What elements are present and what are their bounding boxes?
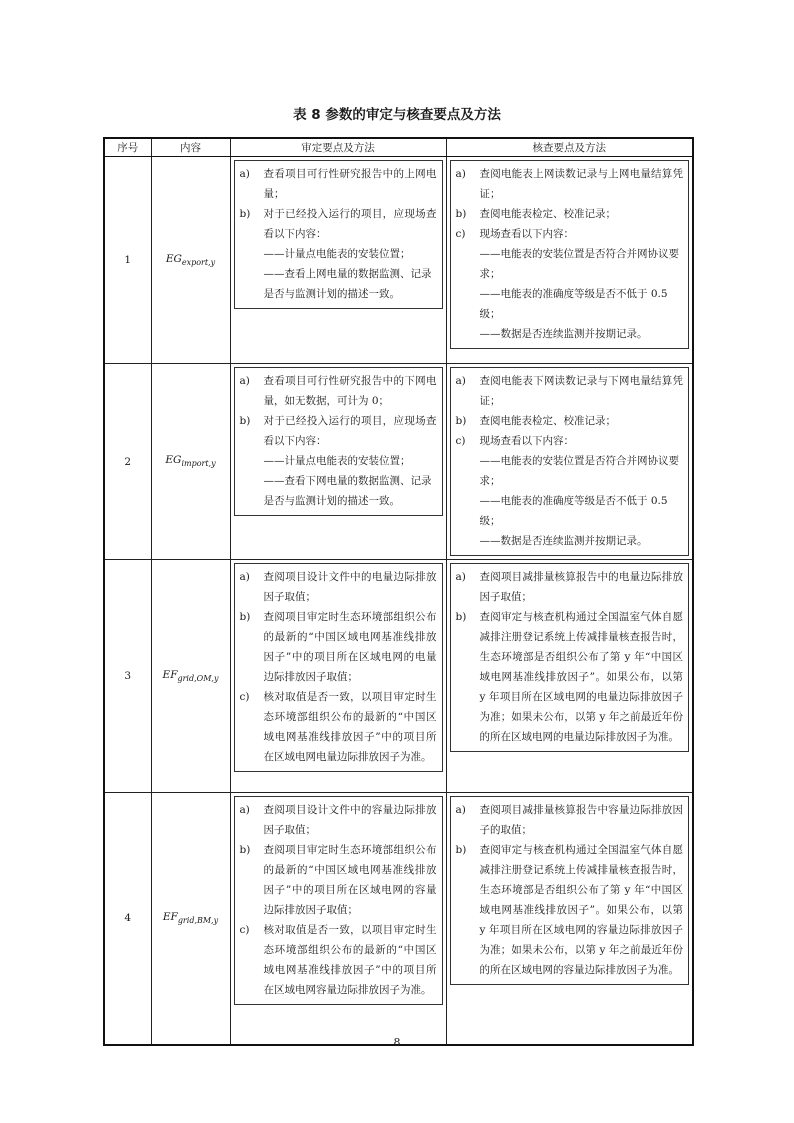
list-subitem: ——电能表的准确度等级是否不低于 0.5 级； xyxy=(479,288,668,320)
list-item xyxy=(240,567,437,607)
item-text: 查看项目可行性研究报告中的上网电量； xyxy=(263,168,437,200)
item-text: 查看项目可行性研究报告中的下网电量，如无数据，可计为 0； xyxy=(263,375,437,407)
symbol-base: EF xyxy=(162,668,178,681)
parameter-symbol xyxy=(151,157,230,364)
list-item xyxy=(240,411,437,451)
verify-list xyxy=(450,563,690,752)
list-item xyxy=(456,164,684,204)
item-label: a) xyxy=(455,571,466,583)
item-text: 核对取值是否一致，以项目审定时生态环境部组织公布的最新的“中国区域电网基准线排放因子”中的项目所在区域电网容量边际排放因子为准。 xyxy=(263,924,437,996)
item-text: 对于已经投入运行的项目，应现场查看以下内容： xyxy=(263,415,437,447)
item-label: b) xyxy=(455,415,467,427)
item-text: 查阅电能表下网读数记录与下网电量结算凭证； xyxy=(479,375,683,407)
item-text: 查阅审定与核查机构通过全国温室气体自愿减排注册登记系统上传减排量核查报告时，生态环境部是否组织公布了第 y 年“中国区域电网基准线排放因子”。如果公布，以第 y 年项目所在区域电网的电量边际排放因子为准；如果未公布，以第 y 年之前最近年份的所在区域电网的电量边际排放因子为准。 xyxy=(479,611,683,743)
verify-cell xyxy=(446,793,693,1045)
row-number: 3 xyxy=(104,560,151,793)
list-subitem: ——数据是否连续监测并按期记录。 xyxy=(479,535,648,547)
audit-cell xyxy=(230,793,446,1045)
item-label: a) xyxy=(455,375,466,387)
symbol-subscript: export,y xyxy=(181,258,216,268)
item-label: a) xyxy=(455,168,466,180)
table-row xyxy=(104,560,693,793)
item-text: 查阅项目审定时生态环境部组织公布的最新的“中国区域电网基准线排放因子”中的项目所在区域电网的容量边际排放因子取值； xyxy=(263,844,437,916)
verify-list xyxy=(450,796,690,985)
symbol-base: EF xyxy=(162,911,178,924)
item-label: b) xyxy=(455,208,467,220)
audit-list xyxy=(234,367,443,516)
item-text: 查阅项目减排量核算报告中容量边际排放因子的取值； xyxy=(479,804,683,836)
header-audit-method: 审定要点及方法 xyxy=(230,138,446,157)
list-subitem: ——电能表的安装位置是否符合并网协议要求； xyxy=(479,455,679,487)
item-label: c) xyxy=(239,924,250,936)
list-item xyxy=(456,224,684,244)
item-text: 查阅项目审定时生态环境部组织公布的最新的“中国区域电网基准线排放因子”中的项目所在区域电网的电量边际排放因子取值； xyxy=(263,611,437,683)
symbol-base: EG xyxy=(165,252,182,265)
list-subitem: ——计量点电能表的安装位置； xyxy=(263,455,411,467)
item-text: 核对取值是否一致，以项目审定时生态环境部组织公布的最新的“中国区域电网基准线排放因子”中的项目所在区域电网电量边际排放因子为准。 xyxy=(263,691,437,763)
list-item xyxy=(240,607,437,687)
header-verify-method: 核查要点及方法 xyxy=(446,138,693,157)
verify-list xyxy=(450,160,690,349)
list-item xyxy=(456,567,684,607)
list-item xyxy=(240,164,437,204)
symbol-subscript: import,y xyxy=(181,459,216,469)
list-item xyxy=(456,204,684,224)
list-item xyxy=(240,204,437,244)
item-text: 查阅电能表检定、校准记录； xyxy=(479,415,616,427)
list-item xyxy=(240,840,437,920)
audit-cell xyxy=(230,157,446,364)
row-number: 4 xyxy=(104,793,151,1045)
list-item xyxy=(456,607,684,747)
item-text: 现场查看以下内容： xyxy=(479,435,574,447)
list-subitem: ——查看下网电量的数据监测、记录是否与监测计划的描述一致。 xyxy=(263,475,432,507)
list-item xyxy=(240,800,437,840)
item-label: c) xyxy=(239,691,250,703)
header-serial: 序号 xyxy=(104,138,151,157)
list-item xyxy=(240,687,437,767)
item-label: a) xyxy=(239,168,250,180)
item-label: b) xyxy=(455,844,467,856)
list-subitem: ——计量点电能表的安装位置； xyxy=(263,248,411,260)
item-text: 查阅审定与核查机构通过全国温室气体自愿减排注册登记系统上传减排量核查报告时，生态环境部是否组织公布了第 y 年“中国区域电网基准线排放因子”。如果公布，以第 y 年项目所在区域电网的容量边际排放因子为准；如果未公布，以第 y 年之前最近年份的所在区域电网的容量边际排放因子为准。 xyxy=(479,844,683,976)
item-label: a) xyxy=(239,571,250,583)
list-subitem: ——电能表的安装位置是否符合并网协议要求； xyxy=(479,248,679,280)
symbol-base: EG xyxy=(165,454,182,467)
audit-list xyxy=(234,563,443,772)
list-subitem: ——数据是否连续监测并按期记录。 xyxy=(479,328,648,340)
audit-cell xyxy=(230,560,446,793)
row-number: 1 xyxy=(104,157,151,364)
audit-list xyxy=(234,160,443,309)
item-label: a) xyxy=(239,375,250,387)
parameter-symbol xyxy=(151,364,230,560)
table-row xyxy=(104,157,693,364)
item-text: 查阅项目设计文件中的容量边际排放因子取值； xyxy=(263,804,437,836)
item-label: a) xyxy=(455,804,466,816)
item-label: a) xyxy=(239,804,250,816)
symbol-subscript: grid,BM,y xyxy=(177,916,219,926)
table-row xyxy=(104,793,693,1045)
list-subitem: ——查看上网电量的数据监测、记录是否与监测计划的描述一致。 xyxy=(263,268,432,300)
parameter-table xyxy=(103,137,694,1046)
item-text: 查阅项目设计文件中的电量边际排放因子取值； xyxy=(263,571,437,603)
list-item xyxy=(456,840,684,980)
verify-cell xyxy=(446,157,693,364)
page-number: 8 xyxy=(393,1036,401,1049)
item-label: c) xyxy=(455,228,466,240)
list-subitem: ——电能表的准确度等级是否不低于 0.5 级； xyxy=(479,495,668,527)
list-item xyxy=(240,920,437,1000)
list-item xyxy=(456,411,684,431)
symbol-subscript: grid,OM,y xyxy=(177,674,219,684)
list-item xyxy=(456,371,684,411)
item-label: b) xyxy=(455,611,467,623)
list-item xyxy=(456,431,684,451)
audit-cell xyxy=(230,364,446,560)
item-label: b) xyxy=(239,415,251,427)
item-text: 查阅电能表上网读数记录与上网电量结算凭证； xyxy=(479,168,683,200)
table-header-row xyxy=(104,138,693,157)
item-label: b) xyxy=(239,208,251,220)
list-item xyxy=(240,371,437,411)
item-label: b) xyxy=(239,611,251,623)
item-text: 查阅项目减排量核算报告中的电量边际排放因子取值； xyxy=(479,571,683,603)
audit-list xyxy=(234,796,443,1005)
parameter-symbol xyxy=(151,560,230,793)
item-label: c) xyxy=(455,435,466,447)
item-text: 现场查看以下内容： xyxy=(479,228,574,240)
list-item xyxy=(456,800,684,840)
item-text: 查阅电能表检定、校准记录； xyxy=(479,208,616,220)
parameter-symbol xyxy=(151,793,230,1045)
table-title: 表 8 参数的审定与核查要点及方法 xyxy=(293,107,501,123)
table-row xyxy=(104,364,693,560)
verify-cell xyxy=(446,364,693,560)
row-number: 2 xyxy=(104,364,151,560)
header-content: 内容 xyxy=(151,138,230,157)
item-label: b) xyxy=(239,844,251,856)
verify-cell xyxy=(446,560,693,793)
item-text: 对于已经投入运行的项目，应现场查看以下内容： xyxy=(263,208,437,240)
verify-list xyxy=(450,367,690,556)
